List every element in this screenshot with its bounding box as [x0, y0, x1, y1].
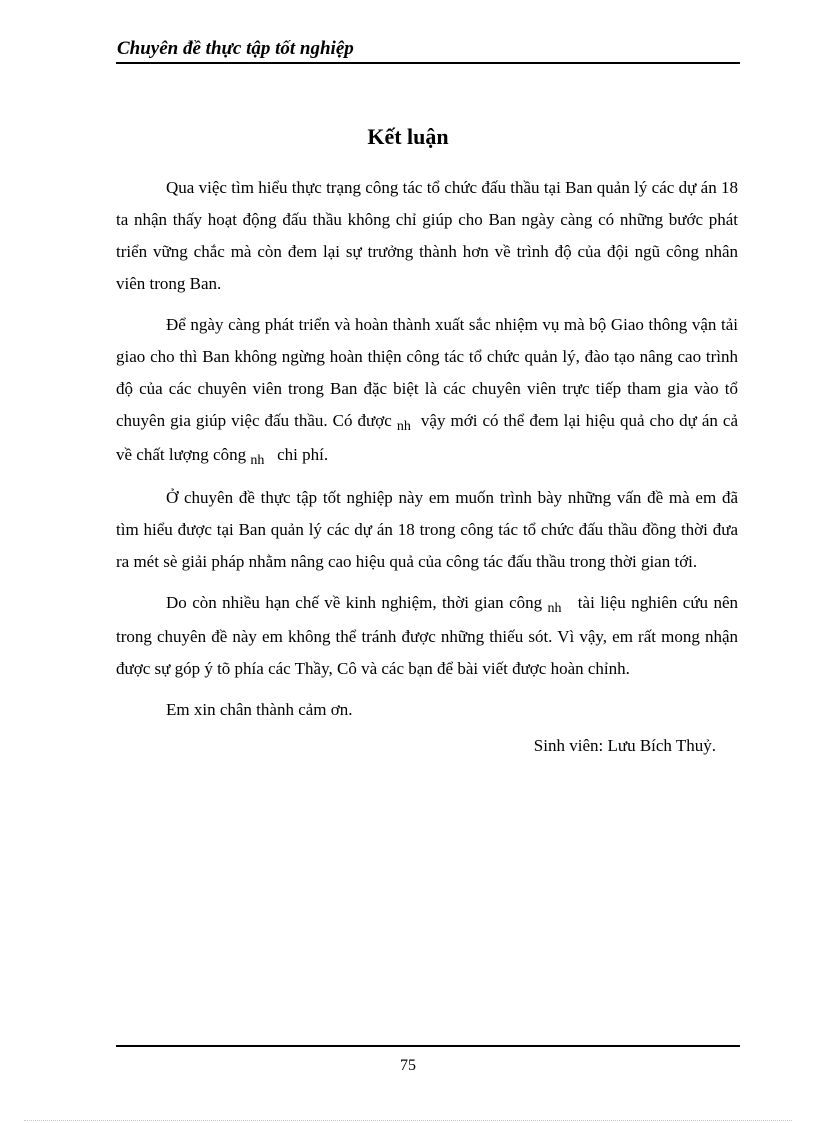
paragraph-3: Ở chuyên đề thực tập tốt nghiệp này em muốn trình bày những vấn đề mà em đã tìm hiểu được tại Ban quản lý các dự án 18 trong công tác tổ chức đấu thầu đồng thời đưa ra mét sè giải pháp nhằm nâng cao hiệu quả của công tác đấu thầu trong thời gian tới.: [116, 488, 738, 571]
paragraph-4-part-2: tài liệu nghiên cứu nên trong chuyên đề này em không thể tránh được những thiếu sót. Vì vậy, em rất mong nhận được sự góp ý tõ phía các Thầy, Cô và các bạn để bài viết được hoàn chỉnh.: [116, 593, 739, 678]
thanks-line: Em xin chân thành cảm ơn.: [166, 700, 353, 719]
signature-line: Sinh viên: Lưu Bích Thuỷ.: [533, 736, 716, 755]
text-fragment: nh: [396, 419, 411, 434]
paragraph-2: [116, 309, 738, 473]
text-fragment: nh: [547, 601, 562, 616]
page-bottom-border: [24, 1120, 792, 1121]
paragraph-2-part-2: vậy mới có thể đem lại hiệu quả cho dự án cả về chất lượng công: [116, 411, 739, 464]
header-divider: [116, 62, 740, 64]
paragraph-2-part-3: chi phí.: [277, 445, 329, 464]
header-title: Chuyên đề thực tập tốt nghiệp: [117, 38, 354, 59]
document-title: Kết luận: [367, 124, 449, 149]
paragraph-4-part-1: Do còn nhiều hạn chế về kinh nghiệm, thời gian công: [166, 593, 543, 612]
text-fragment: nh: [250, 453, 265, 468]
footer-divider: [116, 1045, 740, 1047]
paragraph-1: Qua việc tìm hiểu thực trạng công tác tổ chức đấu thầu tại Ban quản lý các dự án 18 ta nhận thấy hoạt động đấu thầu không chỉ giúp cho Ban ngày càng có những bước phát triển vững chắc mà còn đem lại sự trưởng thành hơn về trình độ của đội ngũ công nhân viên trong Ban.: [116, 178, 738, 293]
paragraph-2-part-1: Để ngày càng phát triển và hoàn thành xuất sắc nhiệm vụ mà bộ Giao thông vận tải giao cho thì Ban không ngừng hoàn thiện công tác tổ chức quản lý, đào tạo nâng cao trình độ của các chuyên viên trong Ban đặc biệt là các chuyên viên trực tiếp tham gia vào tổ chuyên gia giúp việc đấu thầu. Có được: [116, 315, 738, 430]
document-body: [116, 172, 738, 762]
page-number: 75: [400, 1057, 416, 1074]
paragraph-4: [116, 587, 738, 685]
